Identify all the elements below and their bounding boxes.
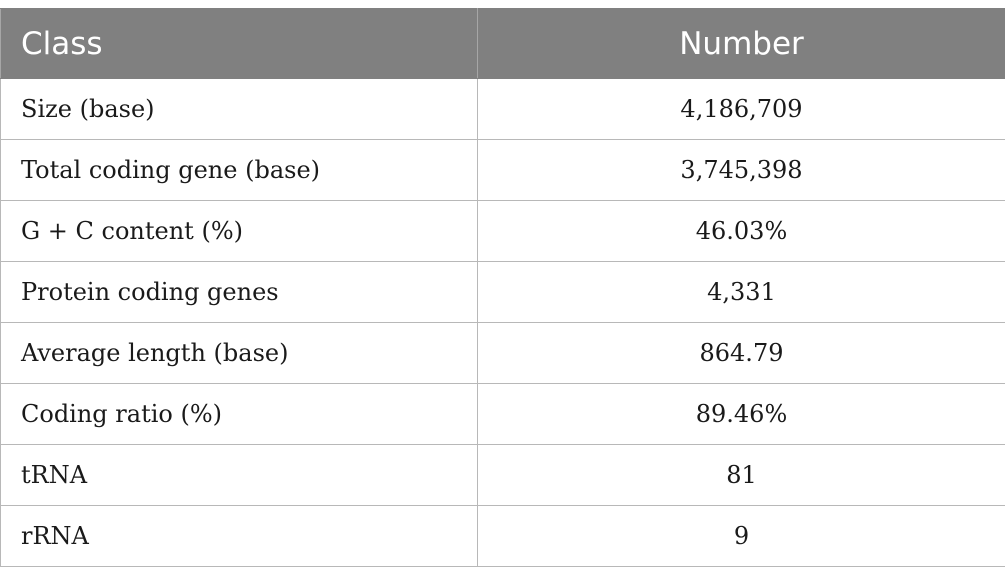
row-number-cell: 864.79 <box>478 323 1005 384</box>
row-class-cell: tRNA <box>1 445 478 506</box>
header-class: Class <box>1 9 478 79</box>
row-class-cell: Average length (base) <box>1 323 478 384</box>
table-row <box>1 445 1005 506</box>
table-row <box>1 384 1005 445</box>
table-body <box>1 79 1005 567</box>
table-row <box>1 506 1005 567</box>
table-row <box>1 79 1005 140</box>
row-class-cell: rRNA <box>1 506 478 567</box>
row-number-cell: 81 <box>478 445 1005 506</box>
row-class-cell: Size (base) <box>1 79 478 140</box>
row-number-cell: 9 <box>478 506 1005 567</box>
header-row <box>1 9 1005 79</box>
row-class-cell: Total coding gene (base) <box>1 140 478 201</box>
table-row <box>1 201 1005 262</box>
row-number-cell: 4,331 <box>478 262 1005 323</box>
row-class-cell: G + C content (%) <box>1 201 478 262</box>
table-row <box>1 323 1005 384</box>
row-number-cell: 4,186,709 <box>478 79 1005 140</box>
row-class-cell: Protein coding genes <box>1 262 478 323</box>
row-class-cell: Coding ratio (%) <box>1 384 478 445</box>
genome-features-table <box>0 8 1005 567</box>
row-number-cell: 46.03% <box>478 201 1005 262</box>
table-header <box>1 9 1005 79</box>
header-number: Number <box>478 9 1005 79</box>
row-number-cell: 89.46% <box>478 384 1005 445</box>
table-row <box>1 140 1005 201</box>
table-row <box>1 262 1005 323</box>
row-number-cell: 3,745,398 <box>478 140 1005 201</box>
